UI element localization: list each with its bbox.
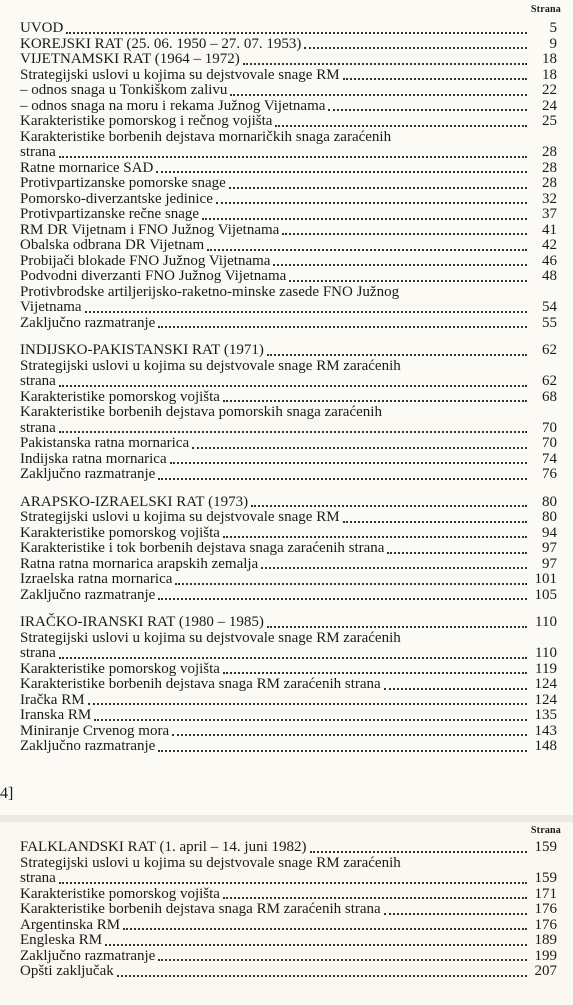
table-of-contents <box>20 21 557 755</box>
dot-leader <box>310 851 527 853</box>
toc-page-number: 55 <box>542 314 557 331</box>
toc-entry <box>20 374 557 390</box>
dot-leader <box>192 447 527 449</box>
toc-entry <box>20 421 557 437</box>
toc-entry <box>20 724 557 740</box>
toc-entry <box>20 467 557 483</box>
toc-page-number: 80 <box>542 493 557 510</box>
toc-entry <box>20 693 557 709</box>
dot-leader <box>202 218 527 220</box>
toc-page-number: 28 <box>542 144 557 160</box>
toc-entry-title: Karakteristike borbenih dejstava mornaričkih snaga zaraćenih <box>20 128 392 145</box>
page-divider <box>0 815 573 822</box>
toc-entry <box>20 37 557 53</box>
toc-entry-title: VIJETNAMSKI RAT (1964 – 1972) <box>20 51 240 67</box>
dot-leader <box>207 249 527 251</box>
toc-entry-title: Iračka RM <box>20 691 85 708</box>
toc-page-number: 42 <box>542 237 557 253</box>
toc-entry-title: Strategijski uslovi u kojima su dejstvovale snage RM <box>20 66 340 83</box>
toc-page-number: 28 <box>542 159 557 176</box>
dot-leader <box>175 583 527 585</box>
toc-page-number: 68 <box>542 388 557 405</box>
toc-entry-title: – odnos snaga na moru i rekama Južnog Vijetnama <box>20 97 326 114</box>
dot-leader <box>94 719 527 721</box>
toc-entry <box>20 343 557 359</box>
toc-entry-title: Podvodni diverzanti FNO Južnog Vijetnama <box>20 268 287 284</box>
toc-page-number: 9 <box>549 35 557 52</box>
toc-page-number: 80 <box>542 509 557 525</box>
toc-entry-title: Karakteristike pomorskog vojišta <box>20 660 220 677</box>
toc-entry <box>20 145 557 161</box>
toc-page-number: 62 <box>542 373 557 389</box>
toc-entry-title: Karakteristike pomorskog vojišta <box>20 885 220 902</box>
toc-page-number: 148 <box>534 738 557 754</box>
toc-entry-continuation: Vijetnama <box>20 299 82 315</box>
toc-entry-title: RM DR Vijetnam i FNO Južnog Vijetnama <box>20 221 280 238</box>
toc-page-number: 25 <box>542 113 557 129</box>
dot-leader <box>66 32 527 34</box>
dot-leader <box>343 521 527 523</box>
toc-page-number: 207 <box>534 963 557 979</box>
toc-entry <box>20 933 557 949</box>
toc-page-number: 101 <box>534 571 557 587</box>
toc-entry-title: Protivbrodske artiljerijsko-raketno-minske zasede FNO Južnog <box>20 283 400 300</box>
toc-page-number: 159 <box>534 870 557 886</box>
toc-page-number: 32 <box>542 190 557 207</box>
toc-entry <box>20 300 557 316</box>
toc-page-2 <box>0 822 573 1005</box>
toc-entry-title: UVOD <box>20 20 64 36</box>
section-gap <box>20 483 557 495</box>
margin-mark: 4] <box>0 785 14 802</box>
toc-page-number: 70 <box>542 435 557 451</box>
toc-entry <box>20 840 557 856</box>
toc-entry-title: Probijači blokade FNO Južnog Vijetnama <box>20 252 271 269</box>
toc-page-number: 18 <box>542 51 557 67</box>
dot-leader <box>223 672 527 674</box>
dot-leader <box>243 63 527 65</box>
toc-entry-continuation: strana <box>20 645 56 661</box>
dot-leader <box>156 171 527 173</box>
toc-entry-title: Pakistanska ratna mornarica <box>20 435 190 451</box>
toc-page-number: 110 <box>535 614 557 630</box>
toc-page-number: 124 <box>534 691 557 708</box>
page-column-header: Strana <box>530 825 561 836</box>
toc-page-number: 37 <box>542 206 557 222</box>
toc-entry <box>20 510 557 526</box>
toc-page-number: 76 <box>542 466 557 482</box>
toc-entry-title: Karakteristike pomorskog i rečnog vojišta <box>20 113 273 129</box>
dot-leader <box>59 385 527 387</box>
toc-entry <box>20 526 557 542</box>
toc-entry <box>20 99 557 115</box>
toc-entry <box>20 541 557 557</box>
toc-page-number: 143 <box>534 722 557 739</box>
toc-page-number: 46 <box>542 252 557 269</box>
dot-leader <box>282 233 527 235</box>
toc-entry <box>20 390 557 406</box>
toc-entry-title: Obalska odbrana DR Vijetnam <box>20 237 205 253</box>
toc-entry-title: Argentinska RM <box>20 916 121 933</box>
toc-entry <box>20 495 557 511</box>
toc-entry-continuation: strana <box>20 144 56 160</box>
toc-page-number: 24 <box>542 97 557 114</box>
toc-page-number: 62 <box>542 342 557 358</box>
toc-entry <box>20 176 557 192</box>
dot-leader <box>229 187 527 189</box>
toc-entry-title: Iranska RM <box>20 707 92 723</box>
toc-entry <box>20 871 557 887</box>
dot-leader <box>216 202 527 204</box>
toc-entry <box>20 68 557 84</box>
dot-leader <box>123 928 527 930</box>
toc-entry-title: Zaključno razmatranje <box>20 738 156 754</box>
toc-entry <box>20 238 557 254</box>
toc-page-number: 119 <box>535 660 557 677</box>
toc-page-number: 176 <box>534 916 557 933</box>
toc-entry-continuation: strana <box>20 419 56 436</box>
toc-entry-title: Zaključno razmatranje <box>20 314 156 331</box>
dot-leader <box>230 94 527 96</box>
toc-entry <box>20 452 557 468</box>
toc-entry <box>20 918 557 934</box>
toc-entry <box>20 52 557 68</box>
toc-entry-title: Karakteristike borbenih dejstava snaga RM zaraćenih strana <box>20 676 381 692</box>
dot-leader <box>267 626 527 628</box>
toc-page-number: 176 <box>534 901 557 917</box>
dot-leader <box>158 959 527 961</box>
toc-entry <box>20 21 557 37</box>
dot-leader <box>59 431 527 433</box>
dot-leader <box>304 47 527 49</box>
toc-page-number: 97 <box>542 540 557 556</box>
toc-entry-title: Zaključno razmatranje <box>20 947 156 964</box>
toc-entry-title: Protivpartizanske pomorske snage <box>20 175 226 191</box>
toc-page-number: 22 <box>542 82 557 98</box>
dot-leader <box>85 311 527 313</box>
toc-page-number: 5 <box>549 20 557 36</box>
toc-page-number: 189 <box>534 932 557 948</box>
toc-entry <box>20 646 557 662</box>
dot-leader <box>158 326 527 328</box>
dot-leader <box>275 125 527 127</box>
toc-entry <box>20 161 557 177</box>
toc-page-number: 199 <box>534 947 557 964</box>
toc-entry <box>20 254 557 270</box>
toc-page-number: 18 <box>542 66 557 83</box>
toc-entry <box>20 708 557 724</box>
toc-entry-title: Strategijski uslovi u kojima su dejstvovale snage RM zaraćenih <box>20 629 401 646</box>
toc-entry <box>20 677 557 693</box>
toc-entry <box>20 902 557 918</box>
toc-entry <box>20 964 557 980</box>
toc-entry <box>20 114 557 130</box>
toc-page-number: 110 <box>535 645 557 661</box>
toc-entry <box>20 436 557 452</box>
dot-leader <box>158 598 527 600</box>
toc-entry-title: Miniranje Crvenog mora <box>20 722 170 739</box>
toc-entry <box>20 887 557 903</box>
toc-page-number: 94 <box>542 524 557 541</box>
dot-leader <box>289 280 527 282</box>
toc-page-number: 135 <box>534 707 557 723</box>
toc-entry <box>20 615 557 631</box>
dot-leader <box>343 78 527 80</box>
toc-entry <box>20 83 557 99</box>
toc-entry-title: Engleska RM <box>20 932 103 948</box>
dot-leader <box>384 913 527 915</box>
dot-leader <box>223 400 527 402</box>
toc-entry-continuation: strana <box>20 373 56 389</box>
toc-entry <box>20 192 557 208</box>
dot-leader <box>261 567 527 569</box>
toc-page-number: 105 <box>534 586 557 603</box>
toc-entry-title: Pomorsko-diverzantske jedinice <box>20 190 213 207</box>
dot-leader <box>251 505 527 507</box>
dot-leader <box>117 975 527 977</box>
dot-leader <box>223 536 527 538</box>
toc-entry-title: – odnos snaga u Tonkiškom zalivu <box>20 82 228 98</box>
toc-page-number: 159 <box>534 839 557 855</box>
toc-page-number: 124 <box>534 676 557 692</box>
dot-leader <box>273 264 527 266</box>
toc-entry-title: Strategijski uslovi u kojima su dejstvovale snage RM zaraćenih <box>20 357 401 374</box>
toc-entry-title: Strategijski uslovi u kojima su dejstvovale snage RM zaraćenih <box>20 854 401 871</box>
dot-leader <box>223 897 527 899</box>
toc-entry <box>20 223 557 239</box>
toc-entry <box>20 316 557 332</box>
dot-leader <box>384 688 527 690</box>
dot-leader <box>158 750 527 752</box>
toc-entry-title: Strategijski uslovi u kojima su dejstvovale snage RM <box>20 509 340 525</box>
toc-entry <box>20 739 557 755</box>
toc-entry-title: Protivpartizanske rečne snage <box>20 206 200 222</box>
toc-entry-title: Zaključno razmatranje <box>20 466 156 482</box>
dot-leader <box>105 944 527 946</box>
toc-entry <box>20 572 557 588</box>
dot-leader <box>158 478 527 480</box>
toc-page-number: 70 <box>542 419 557 436</box>
toc-entry-title: KOREJSKI RAT (25. 06. 1950 – 27. 07. 1953) <box>20 35 302 52</box>
table-of-contents <box>20 840 557 980</box>
toc-entry-title: Izraelska ratna mornarica <box>20 571 173 587</box>
toc-entry-title: ARAPSKO-IZRAELSKI RAT (1973) <box>20 493 249 510</box>
dot-leader <box>170 462 527 464</box>
dot-leader <box>59 156 527 158</box>
dot-leader <box>88 703 527 705</box>
toc-page-number: 171 <box>534 885 557 902</box>
toc-page-number: 54 <box>542 299 557 315</box>
toc-entry <box>20 662 557 678</box>
toc-entry <box>20 269 557 285</box>
toc-entry-continuation: strana <box>20 870 56 886</box>
toc-entry-title: Ratne mornarice SAD <box>20 159 154 176</box>
toc-entry <box>20 949 557 965</box>
toc-entry-title: Ratna ratna mornarica arapskih zemalja <box>20 555 259 572</box>
toc-page-number: 97 <box>542 555 557 572</box>
toc-page-number: 41 <box>542 221 557 238</box>
dot-leader <box>267 354 527 356</box>
dot-leader <box>387 552 527 554</box>
toc-entry-title: Zaključno razmatranje <box>20 586 156 603</box>
toc-entry-title: Opšti zaključak <box>20 963 114 979</box>
toc-entry <box>20 588 557 604</box>
toc-entry-title: Karakteristike pomorskog vojišta <box>20 524 220 541</box>
dot-leader <box>59 657 527 659</box>
toc-entry-title: INDIJSKO-PAKISTANSKI RAT (1971) <box>20 342 264 358</box>
page-column-header: Strana <box>530 4 561 15</box>
toc-page-number: 74 <box>542 450 557 467</box>
toc-entry-title: Karakteristike i tok borbenih dejstava snaga zaraćenih strana <box>20 540 385 556</box>
toc-entry <box>20 557 557 573</box>
toc-entry-title: Karakteristike borbenih dejstava snaga RM zaraćenih strana <box>20 901 381 917</box>
dot-leader <box>59 882 527 884</box>
toc-page-number: 28 <box>542 175 557 191</box>
toc-entry <box>20 207 557 223</box>
toc-page-number: 48 <box>542 268 557 284</box>
toc-entry-title: Indijska ratna mornarica <box>20 450 167 467</box>
toc-entry-title: Karakteristike borbenih dejstava pomorskih snaga zaraćenih <box>20 404 382 420</box>
toc-entry-title: FALKLANDSKI RAT (1. april – 14. juni 1982) <box>20 839 307 855</box>
dot-leader <box>172 734 527 736</box>
toc-entry-title: IRAČKO-IRANSKI RAT (1980 – 1985) <box>20 614 264 630</box>
toc-entry-title: Karakteristike pomorskog vojišta <box>20 388 220 405</box>
dot-leader <box>328 109 527 111</box>
